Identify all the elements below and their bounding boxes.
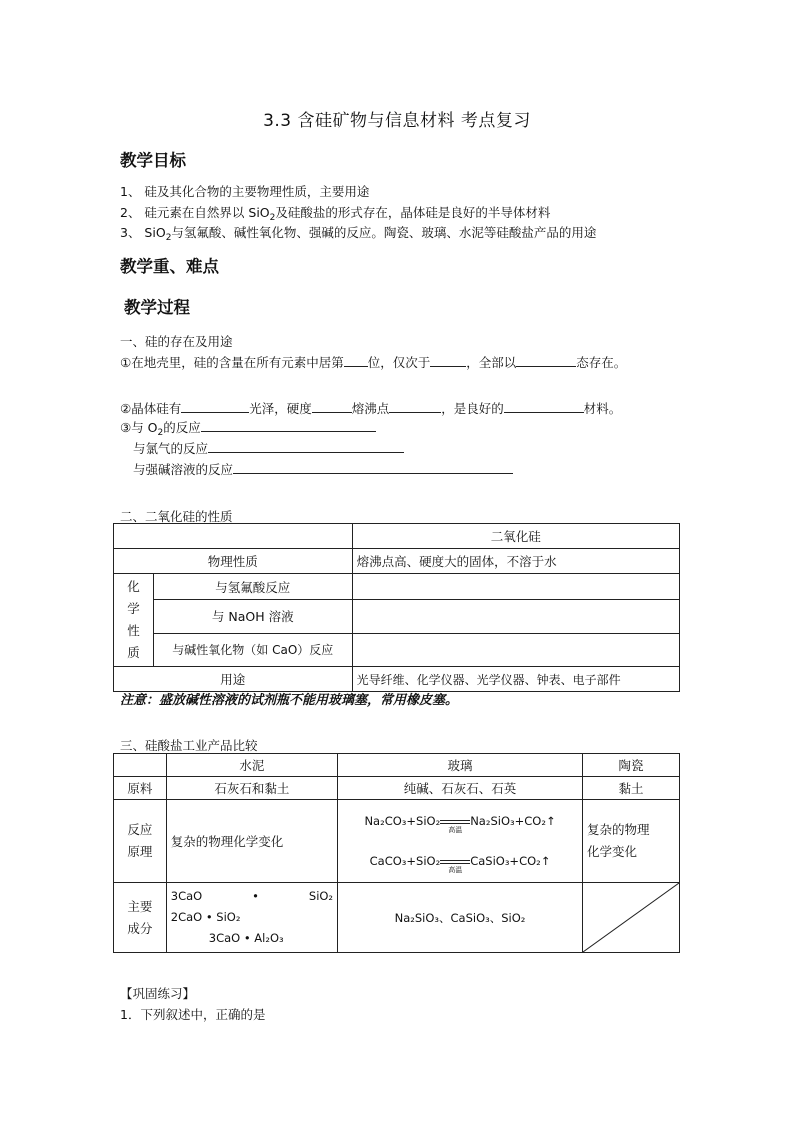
fill-line-4: 与氯气的反应	[133, 439, 404, 457]
heading-key-points: 教学重、难点	[120, 257, 219, 276]
silica-properties-table	[113, 523, 680, 692]
cement-composition: 3CaO • SiO₂ 2CaO • SiO₂ 3CaO • Al₂O₃	[166, 883, 337, 953]
table-cell	[114, 754, 167, 777]
blank[interactable]	[504, 399, 584, 413]
table-cell: 物理性质	[114, 549, 353, 574]
blank[interactable]	[344, 353, 368, 367]
diagonal-line	[583, 883, 679, 952]
chem-property-label: 化 学 性 质	[114, 574, 154, 667]
table-cell	[352, 633, 679, 666]
blank[interactable]	[208, 439, 404, 453]
equation-1: Na₂CO₃+SiO₂ 高温 Na₂SiO₃+CO₂↑	[364, 814, 556, 834]
page-title: 3.3 含硅矿物与信息材料 考点复习	[263, 111, 531, 131]
table-cell: 反应 原理	[114, 800, 167, 883]
practice-heading: 【巩固练习】	[120, 986, 196, 1001]
table-cell	[352, 600, 679, 633]
blank[interactable]	[181, 399, 249, 413]
empty-diagonal-cell	[582, 883, 679, 953]
goal-item-1: 1、 硅及其化合物的主要物理性质，主要用途	[120, 184, 370, 199]
goal-item-2: 2、 硅元素在自然界以 SiO$_2$及硅酸盐的形式存在，晶体硅是良好的半导体材料	[120, 205, 551, 223]
table-cell: 熔沸点高、硬度大的固体，不溶于水	[352, 549, 679, 574]
fill-line-3: ③与 $O_2$的反应	[120, 418, 376, 438]
table-header: 玻璃	[338, 754, 583, 777]
table-cell: 与碱性氧化物（如 CaO）反应	[153, 633, 352, 666]
note-text: 注意：盛放碱性溶液的试剂瓶不能用玻璃塞，常用橡皮塞。	[120, 693, 459, 708]
question-1: 1．下列叙述中，正确的是	[120, 1007, 266, 1022]
table-cell: 主要 成分	[114, 883, 167, 953]
blank[interactable]	[516, 353, 576, 367]
silicate-products-table	[113, 753, 680, 953]
table-cell: 黏土	[582, 777, 679, 800]
table-cell: 复杂的物理化学变化	[166, 800, 337, 883]
blank[interactable]	[430, 353, 466, 367]
table-cell	[114, 524, 353, 549]
fill-line-1: ①在地壳里，硅的含量在所有元素中居第 位，仅次于 ，全部以 态存在。	[120, 355, 627, 370]
table-cell: 光导纤维、化学仪器、光学仪器、钟表、电子部件	[352, 667, 679, 692]
table-header: 水泥	[166, 754, 337, 777]
part3-title: 三、硅酸盐工业产品比较	[120, 738, 258, 753]
reaction-equations	[338, 800, 583, 883]
fill-line-5: 与强碱溶液的反应	[133, 460, 513, 478]
table-cell: 复杂的物理 化学变化	[582, 800, 679, 883]
part2-title: 二、二氧化硅的性质	[120, 509, 233, 524]
blank[interactable]	[389, 399, 441, 413]
heading-process: 教学过程	[124, 298, 190, 317]
table-header: 二氧化硅	[352, 524, 679, 549]
table-header: 陶瓷	[582, 754, 679, 777]
table-cell: 石灰石和黏土	[166, 777, 337, 800]
blank[interactable]	[233, 460, 513, 474]
part1-title: 一、硅的存在及用途	[120, 334, 233, 349]
fill-line-2: ②晶体硅有 光泽，硬度 熔沸点 ，是良好的 材料。	[120, 401, 622, 416]
blank[interactable]	[312, 399, 352, 413]
table-cell: 用途	[114, 667, 353, 692]
table-cell: 与氢氟酸反应	[153, 574, 352, 600]
heading-goals: 教学目标	[120, 151, 186, 170]
table-cell: Na₂SiO₃、CaSiO₃、SiO₂	[338, 883, 583, 953]
equation-2: CaCO₃+SiO₂ 高温 CaSiO₃+CO₂↑	[369, 854, 551, 874]
blank[interactable]	[201, 418, 376, 432]
table-cell: 与 NaOH 溶液	[153, 600, 352, 633]
table-cell: 纯碱、石灰石、石英	[338, 777, 583, 800]
table-cell: 原料	[114, 777, 167, 800]
table-cell	[352, 574, 679, 600]
goal-item-3: 3、 SiO$_2$与氢氟酸、碱性氧化物、强碱的反应。陶瓷、玻璃、水泥等硅酸盐产品的用途	[120, 225, 597, 243]
